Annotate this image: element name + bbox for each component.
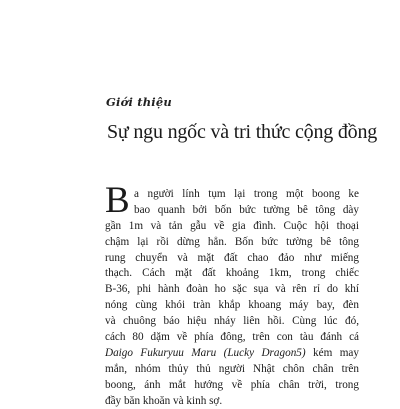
paragraph-line: boong, ánh mắt hướng về phía chân trời, trong bbox=[105, 378, 359, 391]
paragraph-line: a người lính tụm lại trong một boong ke bbox=[134, 188, 359, 200]
paragraph-line: mắn, nhóm thủy thủ người Nhật chôn chân trên bbox=[105, 362, 359, 375]
paragraph-line: cách 80 dặm về phía đông, trên con tàu đánh cá bbox=[105, 331, 359, 344]
paragraph-line: B-36, phi hành đoàn ho sặc sụa và rên rỉ do khí bbox=[105, 283, 359, 296]
ship-name: Daigo Fukuryuu Maru (Lucky Dragon5) bbox=[105, 346, 306, 359]
ship-line-rest: kém may bbox=[305, 346, 359, 359]
paragraph-line: nóng cùng khói tràn khắp khoang máy bay, đèn bbox=[105, 299, 359, 312]
paragraph-line: gần 1m và tản gẫu về gia đình. Cuộc hội thoại bbox=[105, 219, 359, 232]
section-label: Giới thiệu bbox=[106, 95, 172, 109]
drop-cap: B bbox=[105, 180, 130, 221]
paragraph-line: đầy băn khoăn và kinh sợ. bbox=[105, 394, 223, 407]
body-paragraph bbox=[105, 180, 359, 409]
chapter-title: Sự ngu ngốc và tri thức cộng đồng bbox=[107, 121, 378, 143]
paragraph-line-ship bbox=[105, 346, 359, 362]
paragraph-line: rung chuyển và mặt đất chao đảo như miếng bbox=[105, 251, 359, 264]
paragraph-line: và chuông báo hiệu nháy liên hồi. Cùng lúc đó, bbox=[105, 315, 359, 328]
paragraph-line: thạch. Cách mặt đất khoảng 1km, trong chiếc bbox=[105, 267, 359, 280]
paragraph-line: bao quanh bởi bốn bức tường bê tông dày bbox=[134, 203, 359, 216]
paragraph-line: chậm lại rồi dừng hẳn. Bốn bức tường bê tông bbox=[105, 235, 359, 248]
